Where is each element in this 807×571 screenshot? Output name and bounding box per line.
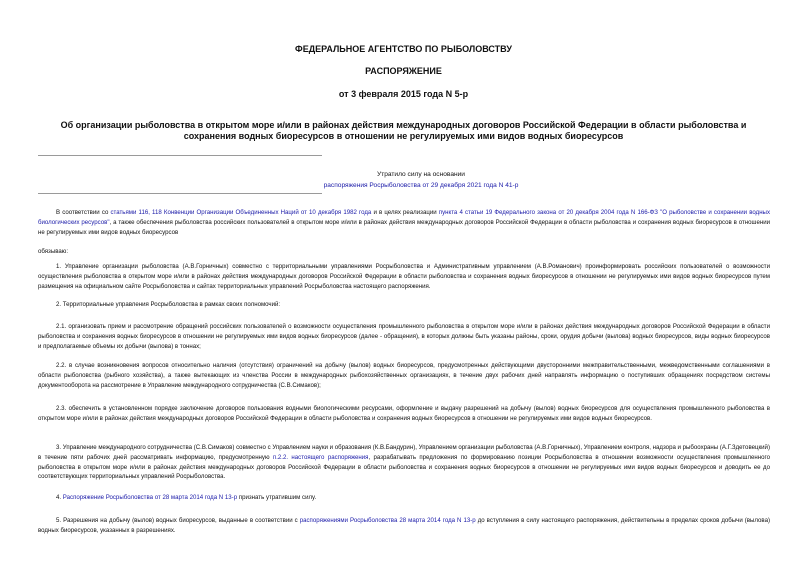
oblige-line: обязываю:	[38, 248, 69, 255]
expiry-text: Утратило силу на основании	[377, 171, 465, 178]
item-1-text: 1. Управление организации рыболовства (А.В.Горничных) совместно с территориальными управлениями Росрыболовства и Административным управлением (А.В.Романович) проинформировать российских пользователей о возможности осуществления рыболовства в открытом море и/или в районах действия международных договоров Российской Федерации в области рыболовства и сохранения водных биоресурсов в отношении не регулируемых ими видов водных биоресурсов путем размещения на официальном сайте Росрыболовства и сайтах территориальных управлений Росрыболовства настоящего распоряжения.	[38, 263, 770, 290]
divider-top	[38, 155, 322, 156]
item-5-paragraph	[38, 516, 770, 536]
preamble-paragraph	[38, 208, 770, 237]
divider-bottom	[38, 193, 322, 194]
expiry-link[interactable]: распоряжения Росрыболовства от 29 декабря 2021 года N 41-р	[323, 182, 519, 189]
item-4-prefix: 4.	[56, 494, 63, 501]
item-2-paragraph	[38, 300, 770, 310]
convention-link[interactable]: статьями 116, 118 Конвенции Организации Объединенных Наций от 10 декабря 1982 года	[110, 209, 372, 216]
item-5-text-a: 5. Разрешения на добычу (вылов) водных биоресурсов, выданные в соответствии с	[56, 517, 300, 524]
item-2-text: 2. Территориальные управления Росрыболовства в рамках своих полномочий:	[56, 301, 281, 308]
item-3-text-a: 3. Управление международного сотрудничества (С.В.Симаков) совместно с Управлением науки и образования (К.В.Бандурин), Управлением организации рыболовства (А.В.Горничных), Управлением контроля, надзора и рыбоохраны (А.Г.Здетовецкий) в течение пяти рабочих дней рассматривать информацию, предусмотренную	[38, 444, 770, 461]
expiry-note	[296, 169, 546, 191]
order-13r-link[interactable]: Распоряжение Росрыболовства от 28 марта 2014 года N 13-р	[62, 494, 238, 501]
preamble-text-1: В соответствии со	[56, 209, 111, 216]
item-3-text-b: , разрабатывать предложения по формированию позиции Росрыболовства в отношении возможности осуществления промышленного рыболовства в открытом море и/или в районах действия международных договоров Российской Федерации в области рыболовства и сохранения водных биоресурсов в отношении не регулируемых ими видов водных биоресурсов и доводить ее до соответствующих территориальных управлений Росрыболовства.	[38, 453, 770, 481]
document-title: Об организации рыболовства в открытом море и/или в районах действия международных договоров Российской Федерации в области рыболовства и сохранения водных биоресурсов в отношении не регулируемых ими видов водных биоресурсов	[60, 120, 747, 141]
item-2-2-paragraph	[38, 361, 770, 390]
preamble-text-2: и в целях реализации	[371, 209, 439, 216]
item-2-1-paragraph	[38, 322, 770, 351]
doc-date-number: от 3 февраля 2015 года N 5-р	[338, 89, 469, 99]
item-4-paragraph	[38, 493, 770, 503]
item-2-1-text: 2.1. организовать прием и рассмотрение обращений российских пользователей о возможности осуществления промышленного рыболовства в открытом море и/или в районах действия международных договоров Российской Федерации в области рыболовства и сохранения водных биоресурсов в отношении не регулируемых ими видов водных биоресурсов (далее - обращения), в которых должны быть указаны районы, сроки, орудия добычи (вылова) водных биоресурсов, виды водных биоресурсов и предполагаемые объемы их добычи (вылова) в тоннах;	[38, 323, 770, 350]
item-5-text-b: до вступления в силу настоящего распоряжения, действительны в пределах сроков добычи (вылова) водных биоресурсов, указанных в разрешениях.	[38, 517, 770, 534]
item-3-paragraph	[38, 443, 770, 482]
item-2-2-reference-link[interactable]: п.2.2. настоящего распоряжения	[272, 453, 369, 461]
item-4-suffix: признать утратившим силу.	[237, 494, 317, 501]
preamble-text-3: , а также обеспечения рыболовства российских пользователей в открытом море и/или в районах действия международных договоров Российской Федерации в области рыболовства и сохранения водных биоресурсов в отношении не регулируемых ими видов водных биоресурсов	[38, 218, 771, 236]
item-2-3-text: 2.3. обеспечить в установленном порядке заключение договоров пользования водными биологическими ресурсами, оформление и выдачу разрешений на добычу (вылов) водных биоресурсов для осуществления промышленного рыболовства в открытом море и/или в районах действия международных договоров Российской Федерации в области рыболовства и сохранения водных биоресурсов в отношении не регулируемых ими видов водных биоресурсов.	[38, 405, 770, 422]
item-2-3-paragraph	[38, 404, 770, 424]
federal-law-link[interactable]: пункта 4 статьи 19 Федерального закона от 20 декабря 2004 года N 166-ФЗ "О рыболовстве и сохранении водных биологических ресурсов"	[38, 209, 770, 226]
doc-type-heading: РАСПОРЯЖЕНИЕ	[365, 66, 442, 76]
agency-heading: ФЕДЕРАЛЬНОЕ АГЕНТСТВО ПО РЫБОЛОВСТВУ	[295, 44, 512, 54]
orders-13r-link[interactable]: распоряжениями Росрыболовства 28 марта 2014 года N 13-р	[299, 517, 476, 524]
item-1-paragraph	[38, 262, 770, 291]
item-2-2-text: 2.2. в случае возникновения вопросов относительно наличия (отсутствия) ограничений на добычу (вылов) водных биоресурсов, предусмотренных действующими двусторонними межправительственными, межведомственными соглашениями в области рыболовства (рыбного хозяйства), а также вытекающих из членства России в международных рыбохозяйственных организациях, в течение двух рабочих дней направлять информацию о поступивших обращениях посредством системы документооборота на рассмотрение в Управление международного сотрудничества (С.В.Симаков);	[38, 362, 770, 389]
